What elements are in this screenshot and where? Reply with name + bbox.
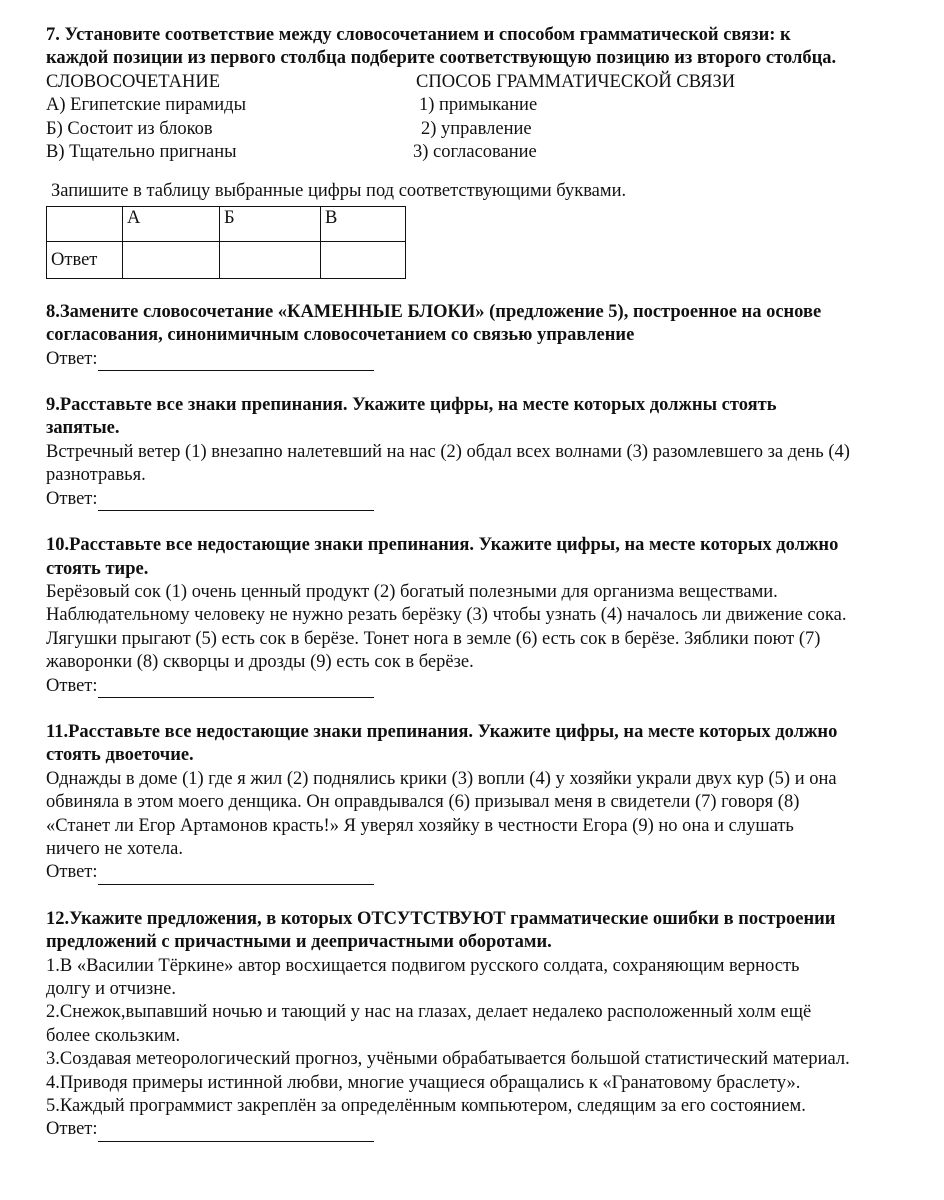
question-12 — [46, 908, 916, 1142]
answer-table-row-label: Ответ — [47, 241, 123, 278]
question-7 — [46, 24, 916, 279]
question-12-option-2-line-1: 2.Снежок,выпавший ночью и тающий у нас на глазах, делает недалеко расположенный холм ещё — [46, 1002, 812, 1023]
question-8 — [46, 301, 916, 371]
answer-cell-b[interactable] — [220, 241, 321, 278]
answer-label: Ответ: — [46, 862, 98, 883]
answer-field[interactable] — [98, 1123, 374, 1142]
column-header-phrase: СЛОВОСОЧЕТАНИЕ — [46, 71, 221, 92]
question-10-text-line-3: Лягушки прыгают (5) есть сок в берёзе. Тонет нога в земле (6) есть сок в берёзе. Зяблики поют (7) — [46, 628, 821, 649]
link-type-2: 2) управление — [421, 118, 532, 139]
answer-label: Ответ: — [46, 1119, 98, 1140]
column-header-link-type: СПОСОБ ГРАММАТИЧЕСКОЙ СВЯЗИ — [416, 71, 736, 92]
answer-table — [46, 206, 406, 279]
question-8-title-line-1: 8.Замените словосочетание «КАМЕННЫЕ БЛОКИ» (предложение 5), построенное на основе — [46, 301, 822, 322]
question-10-answer — [46, 675, 916, 698]
answer-table-header-b: Б — [220, 206, 321, 241]
question-12-option-3: 3.Создавая метеорологический прогноз, учёными обрабатывается большой статистический материал. — [46, 1049, 850, 1070]
question-9-title-line-1: 9.Расставьте все знаки препинания. Укажите цифры, на месте которых должны стоять — [46, 395, 777, 416]
answer-field[interactable] — [98, 866, 374, 885]
question-12-option-1-line-1: 1.В «Василии Тёркине» автор восхищается подвигом русского солдата, сохраняющим верность — [46, 955, 800, 976]
answer-cell-c[interactable] — [321, 241, 406, 278]
matching-row — [46, 94, 916, 117]
question-9-answer — [46, 488, 916, 511]
question-11-title-line-1: 11.Расставьте все недостающие знаки препинания. Укажите цифры, на месте которых должно — [46, 721, 838, 742]
question-12-option-2-line-2: более скользким. — [46, 1025, 181, 1046]
question-10-title-line-1: 10.Расставьте все недостающие знаки препинания. Укажите цифры, на месте которых должно — [46, 535, 839, 556]
question-12-option-1-line-2: долгу и отчизне. — [46, 979, 176, 999]
question-11-title-line-2: стоять двоеточие. — [46, 745, 194, 766]
answer-label: Ответ: — [46, 488, 98, 509]
matching-headers — [46, 71, 916, 94]
answer-table-header-a: А — [123, 206, 220, 241]
answer-field[interactable] — [98, 492, 374, 511]
question-11-text-line-2: обвиняла в этом моего денщика. Он оправдывался (6) призывал меня в свидетели (7) говоря (8) — [46, 792, 800, 813]
question-9-text-line-2: разнотравья. — [46, 465, 146, 486]
question-10 — [46, 534, 916, 698]
question-7-number: 7. — [46, 25, 60, 45]
phrase-c: В) Тщательно пригнаны — [46, 142, 237, 163]
answer-field[interactable] — [98, 352, 374, 371]
answer-table-corner — [47, 206, 123, 241]
question-11-answer — [46, 861, 916, 884]
question-12-title-line-2: предложений с причастными и деепричастными оборотами. — [46, 932, 552, 953]
question-10-text-line-4: жаворонки (8) скворцы и дрозды (9) есть сок в берёзе. — [46, 652, 474, 673]
matching-row — [46, 141, 916, 164]
answer-label: Ответ: — [46, 348, 98, 369]
matching-row — [46, 118, 916, 141]
question-11 — [46, 721, 916, 885]
question-12-title-line-1: 12.Укажите предложения, в которых ОТСУТСТВУЮТ грамматические ошибки в построении — [46, 908, 836, 929]
answer-field[interactable] — [98, 679, 374, 698]
question-9-title-line-2: запятые. — [46, 418, 120, 439]
table-instruction: Запишите в таблицу выбранные цифры под соответствующими буквами. — [51, 181, 627, 202]
link-type-1: 1) примыкание — [419, 95, 538, 116]
question-10-text-line-1: Берёзовый сок (1) очень ценный продукт (2) богатый полезными для организма веществами. — [46, 581, 778, 602]
question-10-text-line-2: Наблюдательному человеку не нужно резать берёзку (3) чтобы узнать (4) началось ли движение сока. — [46, 605, 847, 626]
question-10-title-line-2: стоять тире. — [46, 558, 149, 579]
worksheet-page — [46, 24, 916, 1142]
question-11-text-line-1: Однажды в доме (1) где я жил (2) поднялись крики (3) вопли (4) у хозяйки украли двух кур (5) и она — [46, 768, 837, 789]
question-8-title-line-2: согласования, синонимичным словосочетанием со связью управление — [46, 325, 635, 346]
question-12-option-5: 5.Каждый программист закреплён за определённым компьютером, следящим за его состоянием. — [46, 1096, 806, 1117]
question-9-text-line-1: Встречный ветер (1) внезапно налетевший на нас (2) обдал всех волнами (3) разомлевшего за день (4) — [46, 441, 850, 462]
question-9 — [46, 394, 916, 511]
question-12-answer — [46, 1118, 916, 1141]
question-12-option-4: 4.Приводя примеры истинной любви, многие учащиеся обращались к «Гранатовому браслету». — [46, 1072, 801, 1093]
answer-cell-a[interactable] — [123, 241, 220, 278]
answer-label: Ответ: — [46, 675, 98, 696]
link-type-3: 3) согласование — [413, 142, 537, 163]
question-11-text-line-3: «Станет ли Егор Артамонов красть!» Я уверял хозяйку в честности Егора (9) но она и слушать — [46, 815, 794, 836]
answer-table-header-c: В — [321, 206, 406, 241]
question-8-answer — [46, 348, 916, 371]
question-7-title-line-2: каждой позиции из первого столбца подберите соответствующую позицию из второго столбца. — [46, 48, 837, 69]
question-7-title-line-1: 7. Установите соответствие между словосочетанием и способом грамматической связи: к — [46, 25, 791, 45]
phrase-a: А) Египетские пирамиды — [46, 95, 247, 116]
question-11-text-line-4: ничего не хотела. — [46, 838, 183, 859]
phrase-b: Б) Состоит из блоков — [46, 118, 213, 139]
